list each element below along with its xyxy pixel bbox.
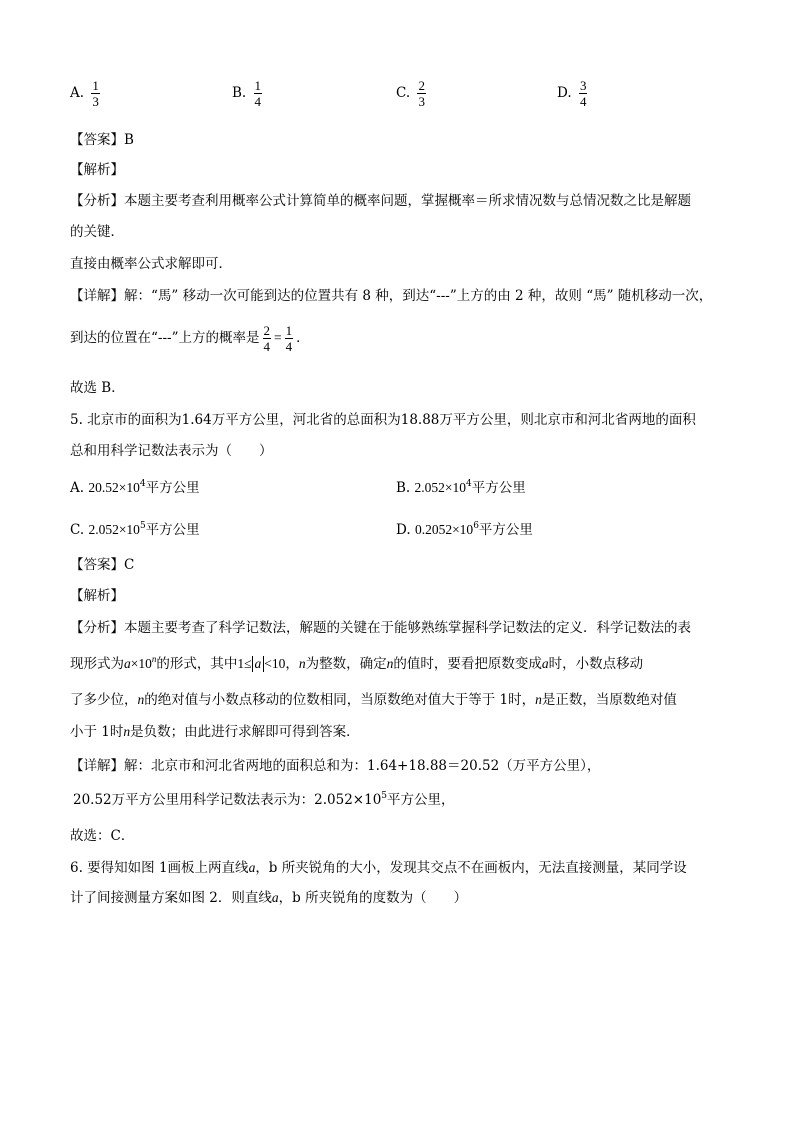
fraction xyxy=(417,78,426,109)
text: 为整数，确定 xyxy=(305,656,387,672)
q5-choose: 故选：C． xyxy=(70,828,135,844)
exponent: 4 xyxy=(139,479,146,489)
detail-text: 到达的位置在“---”上方的概率是 xyxy=(70,330,260,346)
q5-stem-line-1: 5. 北京市的面积为1.64万平方公里，河北省的总面积为18.88万平方公里，则北京市和河北省两地的面积 xyxy=(70,412,696,428)
variable-n: n xyxy=(535,692,542,707)
option-letter: C. xyxy=(70,522,85,538)
q6-stem-line-2 xyxy=(70,888,467,908)
text: 时，小数点移动 xyxy=(548,656,644,672)
denominator: 4 xyxy=(263,339,270,354)
q4-detail-line-2 xyxy=(70,323,310,354)
q5-fenxi-line-2 xyxy=(70,654,643,674)
variable-n: n xyxy=(137,692,145,707)
q5-detail-line-1: 【详解】解：北京市和河北省两地的面积总和为：1.64+18.88＝20.52（万平方公里）， xyxy=(70,758,601,774)
variable-a: a xyxy=(271,890,279,905)
fraction xyxy=(254,78,263,109)
q4-detail-line-1: 【详解】解：“馬” 移动一次可能到达的位置共有 8 种，到达“---”上方的由 2 种，故则 “馬” 随机移动一次， xyxy=(70,288,713,304)
q5-option-d xyxy=(396,520,533,540)
equals-sign: = xyxy=(274,330,282,345)
text: 计了间接测量方案如图 2．则直线 xyxy=(70,890,272,906)
q4-fenxi-line-3: 直接由概率公式求解即可． xyxy=(70,256,232,272)
q5-option-c xyxy=(70,520,200,540)
text: 6. 要得知如图 1画板上两直线 xyxy=(70,860,249,876)
unit: 平方公里 xyxy=(471,480,526,496)
fraction xyxy=(91,78,100,109)
variable-n: n xyxy=(386,656,394,671)
numerator: 1 xyxy=(254,78,262,93)
q5-fenxi-line-1: 【分析】本题主要考查了科学记数法，解题的关键在于能够熟练掌握科学记数法的定义．科学记数法的表 xyxy=(70,620,691,636)
text: ，b 所夹锐角的度数为（ ） xyxy=(278,890,468,906)
exponent: 6 xyxy=(473,521,479,531)
numerator: 3 xyxy=(579,78,587,93)
q4-fenxi-line-2: 的关键． xyxy=(70,224,124,240)
option-letter: B. xyxy=(396,480,411,496)
q5-option-a xyxy=(70,478,200,498)
times-ten: ×10 xyxy=(130,656,152,671)
unit: 平方公里 xyxy=(145,480,200,496)
denominator: 4 xyxy=(254,94,262,109)
option-letter: D. xyxy=(557,85,572,101)
unit: 平方公里 xyxy=(145,522,200,538)
q5-fenxi-line-3 xyxy=(70,690,677,710)
absolute-value-a: a xyxy=(252,656,265,672)
text: 的值时，要看把原数变成 xyxy=(393,656,542,672)
q6-stem-line-1 xyxy=(70,858,687,878)
variable-n: n xyxy=(298,656,306,671)
numerator: 2 xyxy=(418,78,425,93)
q4-analysis-tag: 【解析】 xyxy=(70,162,124,178)
denominator: 3 xyxy=(418,94,425,109)
text: 平方公里， xyxy=(387,792,455,808)
text: 小于 1时 xyxy=(70,724,124,740)
variable-a: a xyxy=(124,656,131,671)
denominator: 3 xyxy=(92,94,99,109)
option-letter: A. xyxy=(70,480,85,496)
exponent-n: n xyxy=(151,654,157,664)
option-letter: A. xyxy=(70,85,85,101)
exponent: 4 xyxy=(466,479,472,489)
text: ， xyxy=(285,656,299,672)
q5-answer: 【答案】C xyxy=(70,557,135,573)
text: 的形式，其中 xyxy=(156,656,238,672)
q5-detail-line-2 xyxy=(73,790,455,810)
text: 是正数，当原数绝对值 xyxy=(541,692,677,708)
numerator: 1 xyxy=(92,78,99,93)
q4-answer: 【答案】B xyxy=(70,132,134,148)
q4-option-a xyxy=(70,78,103,109)
numerator: 1 xyxy=(285,323,293,338)
fraction xyxy=(285,323,294,354)
exponent: 5 xyxy=(139,521,146,531)
fraction xyxy=(263,323,272,354)
range-left: 1≤ xyxy=(237,656,252,671)
text: 20.52万平方公里用科学记数法表示为：2.052×10 xyxy=(73,792,382,808)
text: ，b 所夹锐角的大小，发现其交点不在画板内，无法直接测量，某同学设 xyxy=(255,860,687,876)
q4-option-d xyxy=(557,78,590,109)
q5-analysis-tag: 【解析】 xyxy=(70,588,124,604)
numerator: 2 xyxy=(263,323,270,338)
q4-fenxi-line-1: 【分析】本题主要考查利用概率公式计算简单的概率问题，掌握概率＝所求情况数与总情况数之比是解题 xyxy=(70,193,691,209)
denominator: 4 xyxy=(579,94,587,109)
variable-a: a xyxy=(248,860,256,875)
exponent: 5 xyxy=(381,791,388,801)
option-letter: C. xyxy=(396,85,411,101)
fraction xyxy=(579,78,588,109)
text: 了多少位， xyxy=(70,692,138,708)
mantissa: 20.52×10 xyxy=(88,480,140,495)
denominator: 4 xyxy=(285,339,293,354)
q4-choose: 故选 B． xyxy=(70,380,125,396)
variable-a: a xyxy=(541,656,549,671)
mantissa: 2.052×10 xyxy=(414,480,467,495)
mantissa: 0.2052×10 xyxy=(414,522,474,537)
unit: 平方公里 xyxy=(478,522,533,538)
text: 是负数；由此进行求解即可得到答案． xyxy=(130,724,360,740)
q5-option-b xyxy=(396,478,526,498)
period: ． xyxy=(296,330,310,346)
option-letter: B. xyxy=(232,85,247,101)
range-right: <10 xyxy=(264,656,286,671)
variable-n: n xyxy=(123,724,131,739)
text: 的绝对值与小数点移动的位数相同，当原数绝对值大于等于 1时， xyxy=(144,692,536,708)
q4-option-b xyxy=(232,78,265,109)
mantissa: 2.052×10 xyxy=(88,522,140,537)
q4-option-c xyxy=(396,78,429,109)
q5-fenxi-line-4 xyxy=(70,722,360,742)
q5-stem-line-2: 总和用科学记数法表示为（ ） xyxy=(70,443,273,459)
option-letter: D. xyxy=(396,522,411,538)
text: 现形式为 xyxy=(70,656,124,672)
